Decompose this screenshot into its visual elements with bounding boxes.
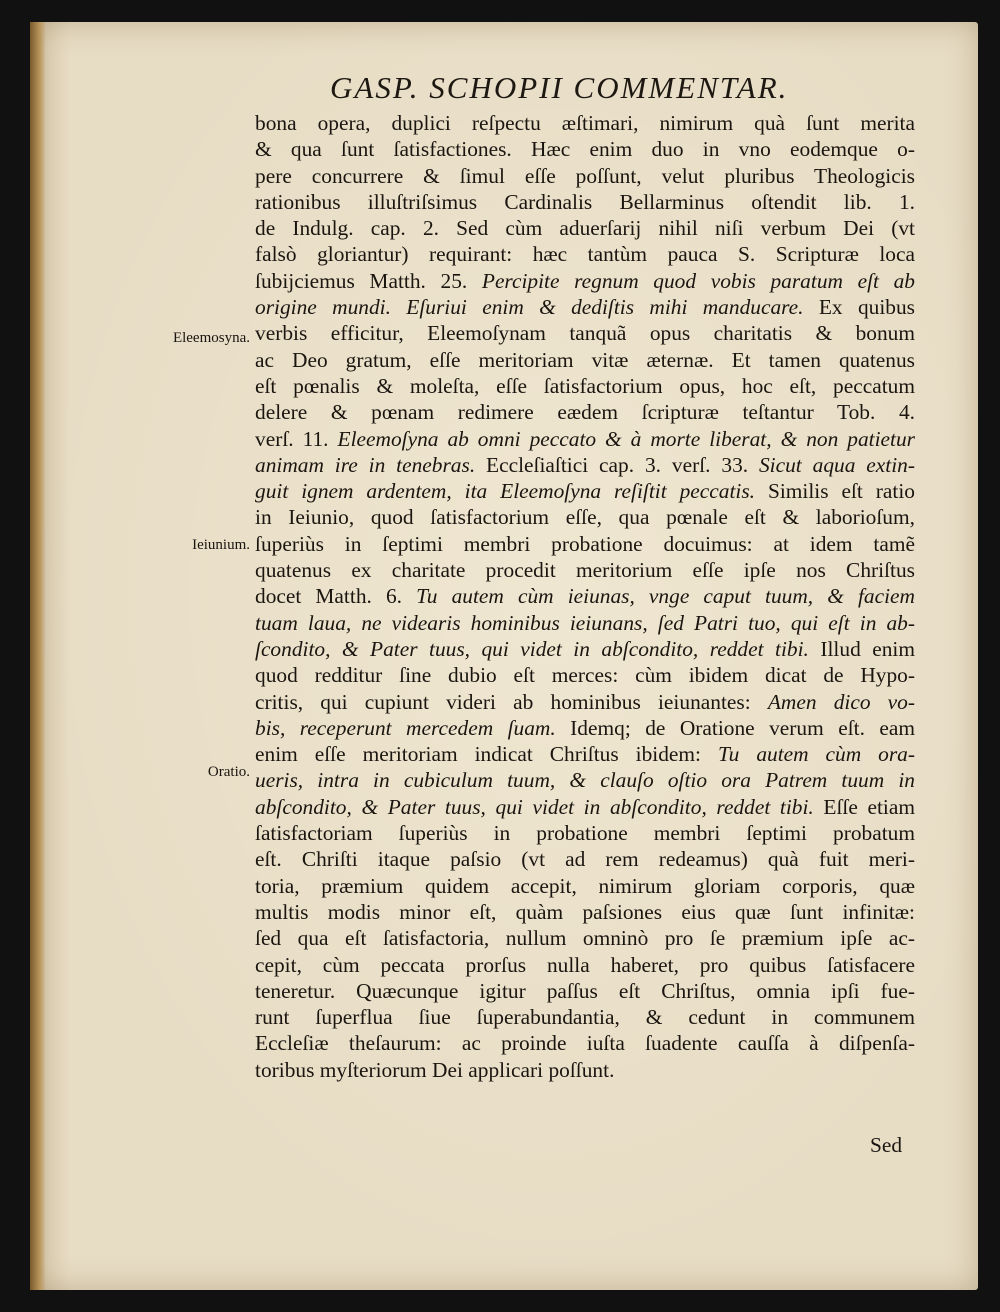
text-line [255, 189, 915, 215]
text-line [255, 899, 915, 925]
text-line [255, 163, 915, 189]
italic-quote: Eleemoſyna ab omni peccato & à morte liberat, & non patietur [337, 426, 915, 451]
text-run: falsò gloriantur) requirant: hæc tantùm pauca S. Scripturæ loca [255, 242, 915, 267]
margin-note-ieiunium: Ieiunium. [192, 537, 250, 553]
text-run: Eccleſiæ theſaurum: ac proinde iuſta ſuadente cauſſa à diſpenſa- [255, 1031, 915, 1056]
text-line [255, 741, 915, 767]
italic-quote: Sicut aqua extin- [758, 452, 915, 477]
text-run: rationibus illuſtriſsimus Cardinalis Bellarminus oſtendit lib. 1. [255, 189, 915, 214]
text-line [255, 715, 915, 741]
margin-note-eleemosyna: Eleemosyna. [172, 330, 250, 346]
text-run: toribus myſteriorum Dei applicari poſſunt. [255, 1057, 615, 1082]
italic-quote: ueris, intra in cubiculum tuum, & clauſo oſtio ora Patrem tuum in [255, 768, 915, 793]
text-run: ſuperiùs in ſeptimi membri probatione docuimus: at idem tamẽ [255, 531, 915, 556]
text-run: runt ſuperflua ſiue ſuperabundantia, & cedunt in communem [255, 1005, 915, 1030]
text-line [255, 767, 915, 793]
text-line [255, 610, 915, 636]
text-line [255, 426, 915, 452]
text-line [255, 294, 915, 320]
running-head: GASP. SCHOPII COMMENTAR. [330, 70, 789, 105]
text-run: delere & pœnam redimere eædem ſcripturæ teſtantur Tob. 4. [255, 400, 915, 425]
text-line [255, 110, 915, 136]
text-run: eſt. Chriſti itaque paſsio (vt ad rem redeamus) quà fuit meri- [255, 847, 915, 872]
text-run: verbis efficitur, Eleemoſynam tanquã opus charitatis & bonum [255, 321, 915, 346]
text-run: Eſſe etiam [813, 794, 915, 819]
text-line [255, 557, 915, 583]
text-run: Idemq; de Oratione verum eſt. eam [555, 715, 915, 740]
text-line [255, 662, 915, 688]
text-line [255, 952, 915, 978]
italic-quote: abſcondito, & Pater tuus, qui videt in abſcondito, reddet tibi. [255, 794, 814, 819]
text-line [255, 978, 915, 1004]
text-line [255, 1057, 915, 1083]
text-run: docet Matth. 6. [255, 584, 417, 609]
text-run: pere concurrere & ſimul eſſe poſſunt, velut pluribus Theologicis [255, 163, 915, 188]
text-line [255, 925, 915, 951]
text-run: verſ. 11. [255, 426, 338, 451]
text-line [255, 1004, 915, 1030]
text-line [255, 504, 915, 530]
page-gutter [30, 22, 46, 1290]
text-line [255, 636, 915, 662]
italic-quote: origine mundi. Eſuriui enim & dediſtis mihi manducare. [255, 295, 804, 320]
italic-quote: tuam laua, ne videaris hominibus ieiunans, ſed Patri tuo, qui eſt in ab- [255, 610, 915, 635]
text-run: bona opera, duplici reſpectu æſtimari, nimirum quà ſunt merita [255, 111, 915, 135]
text-run: in Ieiunio, quod ſatisfactorium eſſe, qua pœnale eſt & laborioſum, [255, 505, 915, 530]
text-run: eſt pœnalis & moleſta, eſſe ſatisfactorium opus, hoc eſt, peccatum [255, 373, 915, 398]
text-line [255, 320, 915, 346]
text-line [255, 241, 915, 267]
text-run: de Indulg. cap. 2. Sed cùm aduerſarij nihil niſi verbum Dei (vt [255, 216, 915, 241]
italic-quote: Tu autem cùm ieiunas, vnge caput tuum, & faciem [416, 584, 915, 609]
text-line [255, 478, 915, 504]
text-line [255, 820, 915, 846]
italic-quote: animam ire in tenebras. [255, 452, 476, 477]
text-run: multis modis minor eſt, quàm paſsiones eius quæ ſunt infinitæ: [255, 899, 915, 924]
text-run: toria, præmium quidem accepit, nimirum gloriam corporis, quæ [255, 873, 915, 898]
text-run: ſatisfactoriam ſuperiùs in probatione membri ſeptimi probatum [255, 821, 915, 846]
text-line [255, 1030, 915, 1056]
text-line [255, 583, 915, 609]
text-line [255, 846, 915, 872]
text-run: ſed qua eſt ſatisfactoria, nullum omninò pro ſe præmium ipſe ac- [255, 926, 915, 951]
italic-quote: guit ignem ardentem, ita Eleemoſyna reſiſtit peccatis. [255, 479, 756, 504]
text-line [255, 373, 915, 399]
text-line [255, 531, 915, 557]
text-line [255, 452, 915, 478]
text-run: quod redditur ſine dubio eſt merces: cùm ibidem dicat de Hypo- [255, 663, 915, 688]
text-line [255, 399, 915, 425]
text-line [255, 689, 915, 715]
text-line [255, 873, 915, 899]
text-run: quatenus ex charitate procedit meritorium eſſe ipſe nos Chriſtus [255, 558, 915, 583]
text-run: & qua ſunt ſatisfactiones. Hæc enim duo in vno eodemque o- [255, 137, 915, 162]
italic-quote: bis, receperunt mercedem ſuam. [255, 715, 556, 740]
italic-quote: Tu autem cùm ora- [717, 742, 915, 767]
text-run: cepit, cùm peccata prorſus nulla haberet, pro quibus ſatisfacere [255, 952, 915, 977]
text-run: Illud enim [808, 636, 916, 661]
italic-quote: Percipite regnum quod vobis paratum eſt ab [481, 268, 915, 293]
text-line [255, 215, 915, 241]
text-run: teneretur. Quæcunque igitur paſſus eſt Chriſtus, omnia ipſi fue- [255, 978, 915, 1003]
text-line [255, 136, 915, 162]
italic-quote: Amen dico vo- [767, 689, 915, 714]
italic-quote: ſcondito, & Pater tuus, qui videt in abſcondito, reddet tibi. [255, 636, 809, 661]
text-run: ac Deo gratum, eſſe meritoriam vitæ æternæ. Et tamen quatenus [255, 347, 915, 372]
text-run: Similis eſt ratio [755, 479, 915, 504]
catchword: Sed [870, 1133, 903, 1157]
text-run: enim eſſe meritoriam indicat Chriſtus ibidem: [255, 742, 718, 767]
margin-note-oratio: Oratio. [207, 764, 250, 780]
body-text [255, 110, 915, 1083]
text-run: Ex quibus [803, 295, 915, 320]
text-run: critis, qui cupiunt videri ab hominibus ieiunantes: [255, 689, 768, 714]
text-line [255, 347, 915, 373]
text-line [255, 794, 915, 820]
text-run: ſubijciemus Matth. 25. [255, 268, 482, 293]
text-run: Eccleſiaſtici cap. 3. verſ. 33. [475, 452, 759, 477]
text-line [255, 268, 915, 294]
